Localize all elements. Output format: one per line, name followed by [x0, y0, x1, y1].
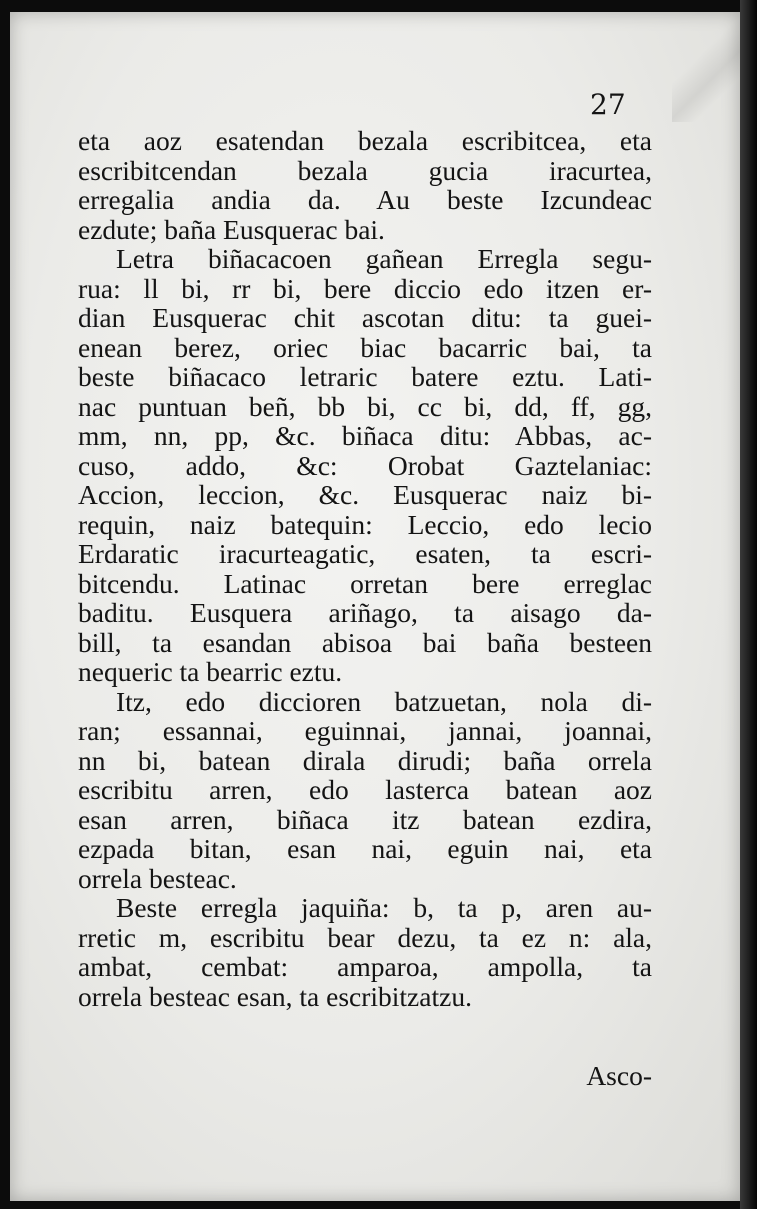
- text-line: orrela besteac esan, ta escribitzatzu.: [78, 980, 472, 1012]
- book-spine-shadow: [740, 0, 757, 1209]
- text-line: enean berez, oriec biac bacarric bai, ta: [78, 331, 652, 363]
- text-line: erregalia andia da. Au beste Izcundeac: [78, 184, 652, 215]
- text-line: bill, ta esandan abisoa bai baña besteen: [78, 626, 652, 658]
- text-line: Accion, leccion, &c. Eusquerac naiz bi-: [78, 479, 652, 510]
- text-line: Erdaratic iracurteagatic, esaten, ta escri-: [78, 538, 652, 569]
- text-line: ezdute; baña Eusquerac bai.: [78, 213, 385, 245]
- text-line: nequeric ta bearric eztu.: [78, 656, 343, 687]
- text-line: orrela besteac.: [78, 862, 237, 894]
- text-line: baditu. Eusquera ariñago, ta aisago da-: [78, 597, 652, 628]
- page-fold-shadow: [672, 12, 740, 122]
- catchword: Asco-: [586, 1060, 652, 1091]
- text-line: ezpada bitan, esan nai, eguin nai, eta: [78, 833, 652, 864]
- text-line: Letra biñacacoen gañean Erregla segu-: [116, 243, 652, 274]
- text-line: rua: ll bi, rr bi, bere diccio edo itzen er-: [78, 272, 652, 304]
- text-line: cuso, addo, &c: Orobat Gaztelaniac:: [78, 449, 652, 481]
- text-line: ran; essannai, eguinnai, jannai, joannai,: [78, 715, 652, 746]
- text-line: escribitcendan bezala gucia iracurtea,: [78, 154, 652, 186]
- text-line: Beste erregla jaquiña: b, ta p, aren au-: [116, 892, 652, 923]
- text-line: esan arren, biñaca itz batean ezdira,: [78, 803, 652, 835]
- text-line: nac puntuan beñ, bb bi, cc bi, dd, ff, gg,: [78, 390, 652, 422]
- body-text: [78, 126, 652, 1011]
- page-number: 27: [590, 88, 626, 121]
- text-line: ambat, cembat: amparoa, ampolla, ta: [78, 951, 652, 982]
- text-line: bitcendu. Latinac orretan bere erreglac: [78, 567, 652, 599]
- text-line: eta aoz esatendan bezala escribitcea, eta: [78, 125, 652, 156]
- text-line: escribitu arren, edo lasterca batean aoz: [78, 774, 652, 805]
- text-line: mm, nn, pp, &c. biñaca ditu: Abbas, ac-: [78, 420, 652, 451]
- text-line: beste biñacaco letraric batere eztu. Lati-: [78, 361, 652, 392]
- text-line: Itz, edo diccioren batzuetan, nola di-: [116, 685, 652, 717]
- text-line: rretic m, escribitu bear dezu, ta ez n: ala,: [78, 921, 652, 953]
- text-line: requin, naiz batequin: Leccio, edo lecio: [78, 508, 652, 540]
- text-line: nn bi, batean dirala dirudi; baña orrela: [78, 744, 652, 776]
- text-line: dian Eusquerac chit ascotan ditu: ta guei-: [78, 302, 652, 333]
